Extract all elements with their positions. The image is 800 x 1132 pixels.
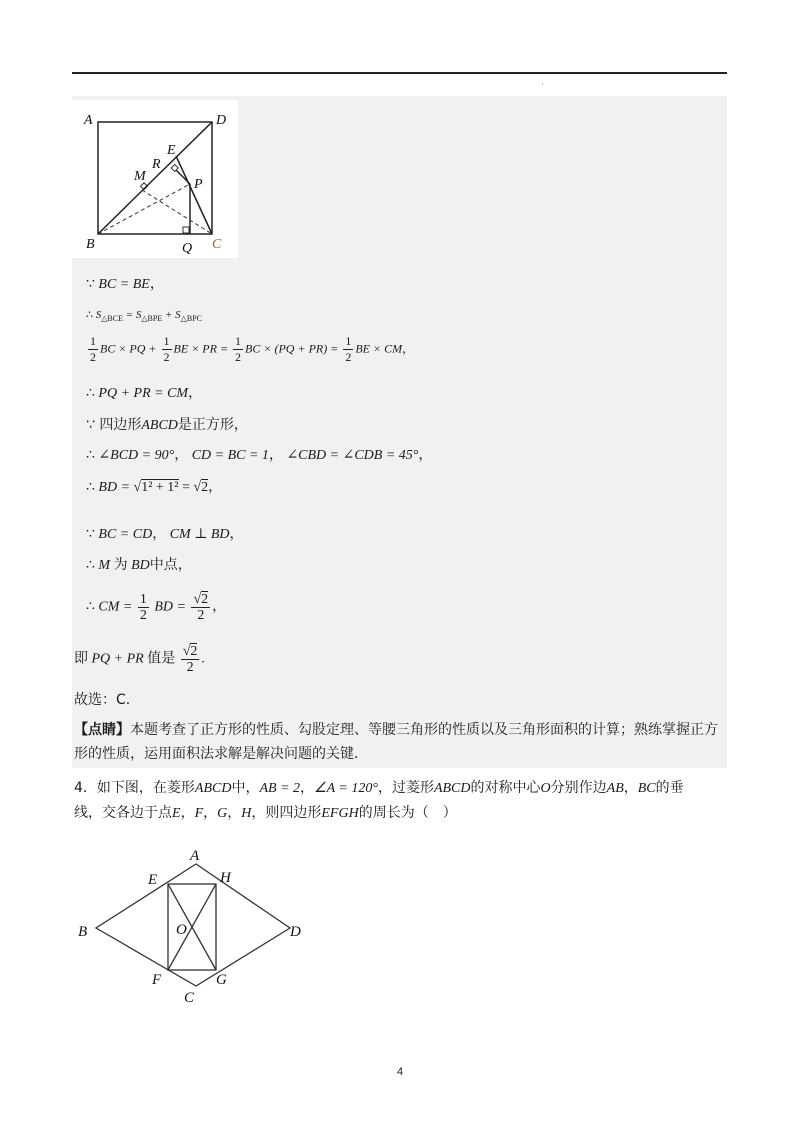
comment-line-2: 形的性质，运用面积法求解是解决问题的关键. bbox=[74, 746, 359, 762]
label-D2: D bbox=[290, 924, 301, 940]
page-number: 4 bbox=[396, 1066, 404, 1078]
square-figure bbox=[72, 100, 238, 258]
label-Q: Q bbox=[182, 241, 193, 256]
solution-line-3: $\frac{1}{2}$ BC × PQ + $\frac{1}{2}$ BE × PR = $\frac{1}{2}$ BC × (PQ + PR) = $\frac{1}{2}$ BE × CM， bbox=[90, 334, 415, 364]
label-D: D bbox=[216, 113, 227, 128]
header-mark: · bbox=[541, 80, 544, 89]
comment-block bbox=[74, 718, 729, 766]
label-B2: B bbox=[78, 924, 88, 940]
label-H2: H bbox=[220, 870, 231, 886]
label-F2: F bbox=[152, 972, 162, 988]
answer-choice: 故选：C. bbox=[74, 692, 131, 708]
label-G2: G bbox=[216, 972, 227, 988]
label-O2: O bbox=[176, 922, 187, 938]
label-C: C bbox=[212, 237, 222, 252]
label-E2: E bbox=[148, 872, 158, 888]
comment-line-1: 本题考查了正方形的性质、勾股定理、等腰三角形的性质以及三角形面积的计算；熟练掌握正方 bbox=[130, 722, 718, 738]
solution-line-2: ∴ $S_{\triangle BCE} = S_{\triangle BPE} + S_{\triangle BPC}$ bbox=[86, 309, 202, 324]
solution-line-7: ∴ BD = √1² + 1² = √2， bbox=[86, 479, 223, 495]
solution-line-11: 即 PQ + PR 值是 $\frac{√2}{2}$ . bbox=[74, 644, 205, 675]
rhombus-diagram bbox=[72, 840, 312, 1010]
solution-line-1: ∵ BC = BE， bbox=[86, 276, 164, 292]
comment-tag: 【点睛】 bbox=[74, 722, 130, 738]
label-C2: C bbox=[184, 990, 195, 1006]
square-diagram bbox=[72, 100, 238, 258]
label-P: P bbox=[194, 177, 203, 192]
solution-line-9: ∴ M 为 BD中点， bbox=[86, 557, 192, 573]
solution-line-6: ∴ ∠BCD = 90°， CD = BC = 1， ∠CBD = ∠CDB = 45°， bbox=[86, 447, 433, 463]
label-R: R bbox=[152, 157, 161, 172]
label-A2: A bbox=[190, 848, 200, 864]
solution-line-10: ∴ CM = $\frac{1}{2}$ BD = $\frac{√2}{2}$ ， bbox=[86, 592, 227, 623]
label-E: E bbox=[167, 143, 176, 158]
label-A: A bbox=[84, 113, 93, 128]
solution-line-5: ∵ 四边形ABCD是正方形， bbox=[86, 417, 248, 433]
solution-line-8: ∵ BC = CD， CM ⊥ BD， bbox=[86, 526, 244, 542]
rhombus-figure bbox=[72, 840, 312, 1010]
label-B: B bbox=[86, 237, 95, 252]
label-M: M bbox=[134, 169, 146, 184]
question-4: 4．如下图，在菱形ABCD中，AB = 2，∠A = 120°，过菱形ABCD的对称中心O分别作边AB，BC的垂 线，交各边于点E，F，G，H，则四边形EFGH的周长为（ ） bbox=[74, 780, 684, 821]
solution-line-4: ∴ PQ + PR = CM， bbox=[86, 385, 203, 401]
header-rule bbox=[72, 72, 727, 74]
